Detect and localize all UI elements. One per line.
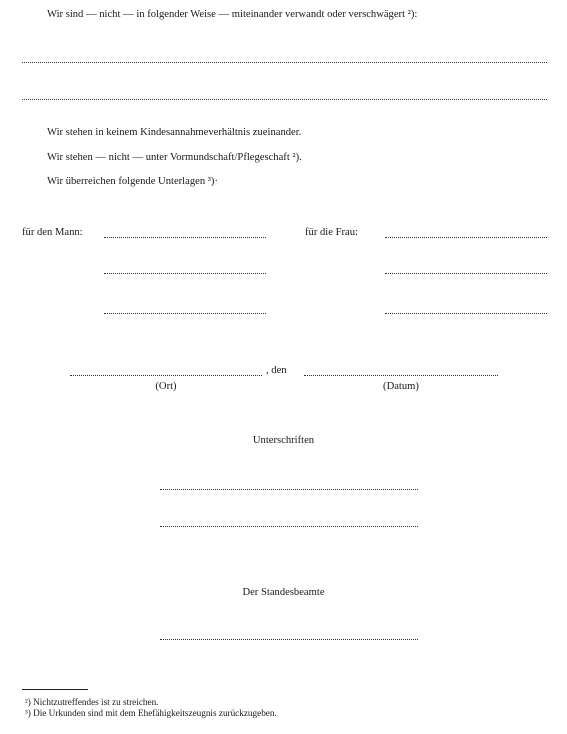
adoption-statement: Wir stehen in keinem Kindesannahmeverhältnis zueinander. [47,127,302,138]
relation-entry-line-1[interactable] [22,62,547,63]
registrar-signature-line[interactable] [160,639,418,640]
man-document-line-1[interactable] [104,237,266,238]
relation-statement: Wir sind — nicht — in folgender Weise — miteinander verwandt oder verschwägert ²): [47,9,418,20]
date-caption: (Datum) [383,381,419,392]
date-separator: , den [266,365,287,376]
man-document-line-2[interactable] [104,273,266,274]
man-documents-label: für den Mann: [22,227,83,238]
documents-statement: Wir überreichen folgende Unterlagen ³)· [47,176,218,187]
date-entry-line[interactable] [304,375,498,376]
signature-line-1[interactable] [160,489,418,490]
relation-entry-line-2[interactable] [22,99,547,100]
footnote-3: ³) Die Urkunden sind mit dem Ehefähigkeitszeugnis zurückzugeben. [25,708,277,718]
place-caption: (Ort) [155,381,177,392]
woman-document-line-3[interactable] [385,313,547,314]
registrar-heading: Der Standesbeamte [242,587,325,598]
woman-document-line-2[interactable] [385,273,547,274]
man-document-line-3[interactable] [104,313,266,314]
guardianship-statement: Wir stehen — nicht — unter Vormundschaft/Pflegeschaft ²). [47,152,302,163]
woman-documents-label: für die Frau: [305,227,358,238]
signatures-heading: Unterschriften [252,435,315,446]
footnote-separator [22,689,88,690]
place-entry-line[interactable] [70,375,262,376]
woman-document-line-1[interactable] [385,237,547,238]
footnote-2: ²) Nichtzutreffendes ist zu streichen. [25,697,159,707]
signature-line-2[interactable] [160,526,418,527]
